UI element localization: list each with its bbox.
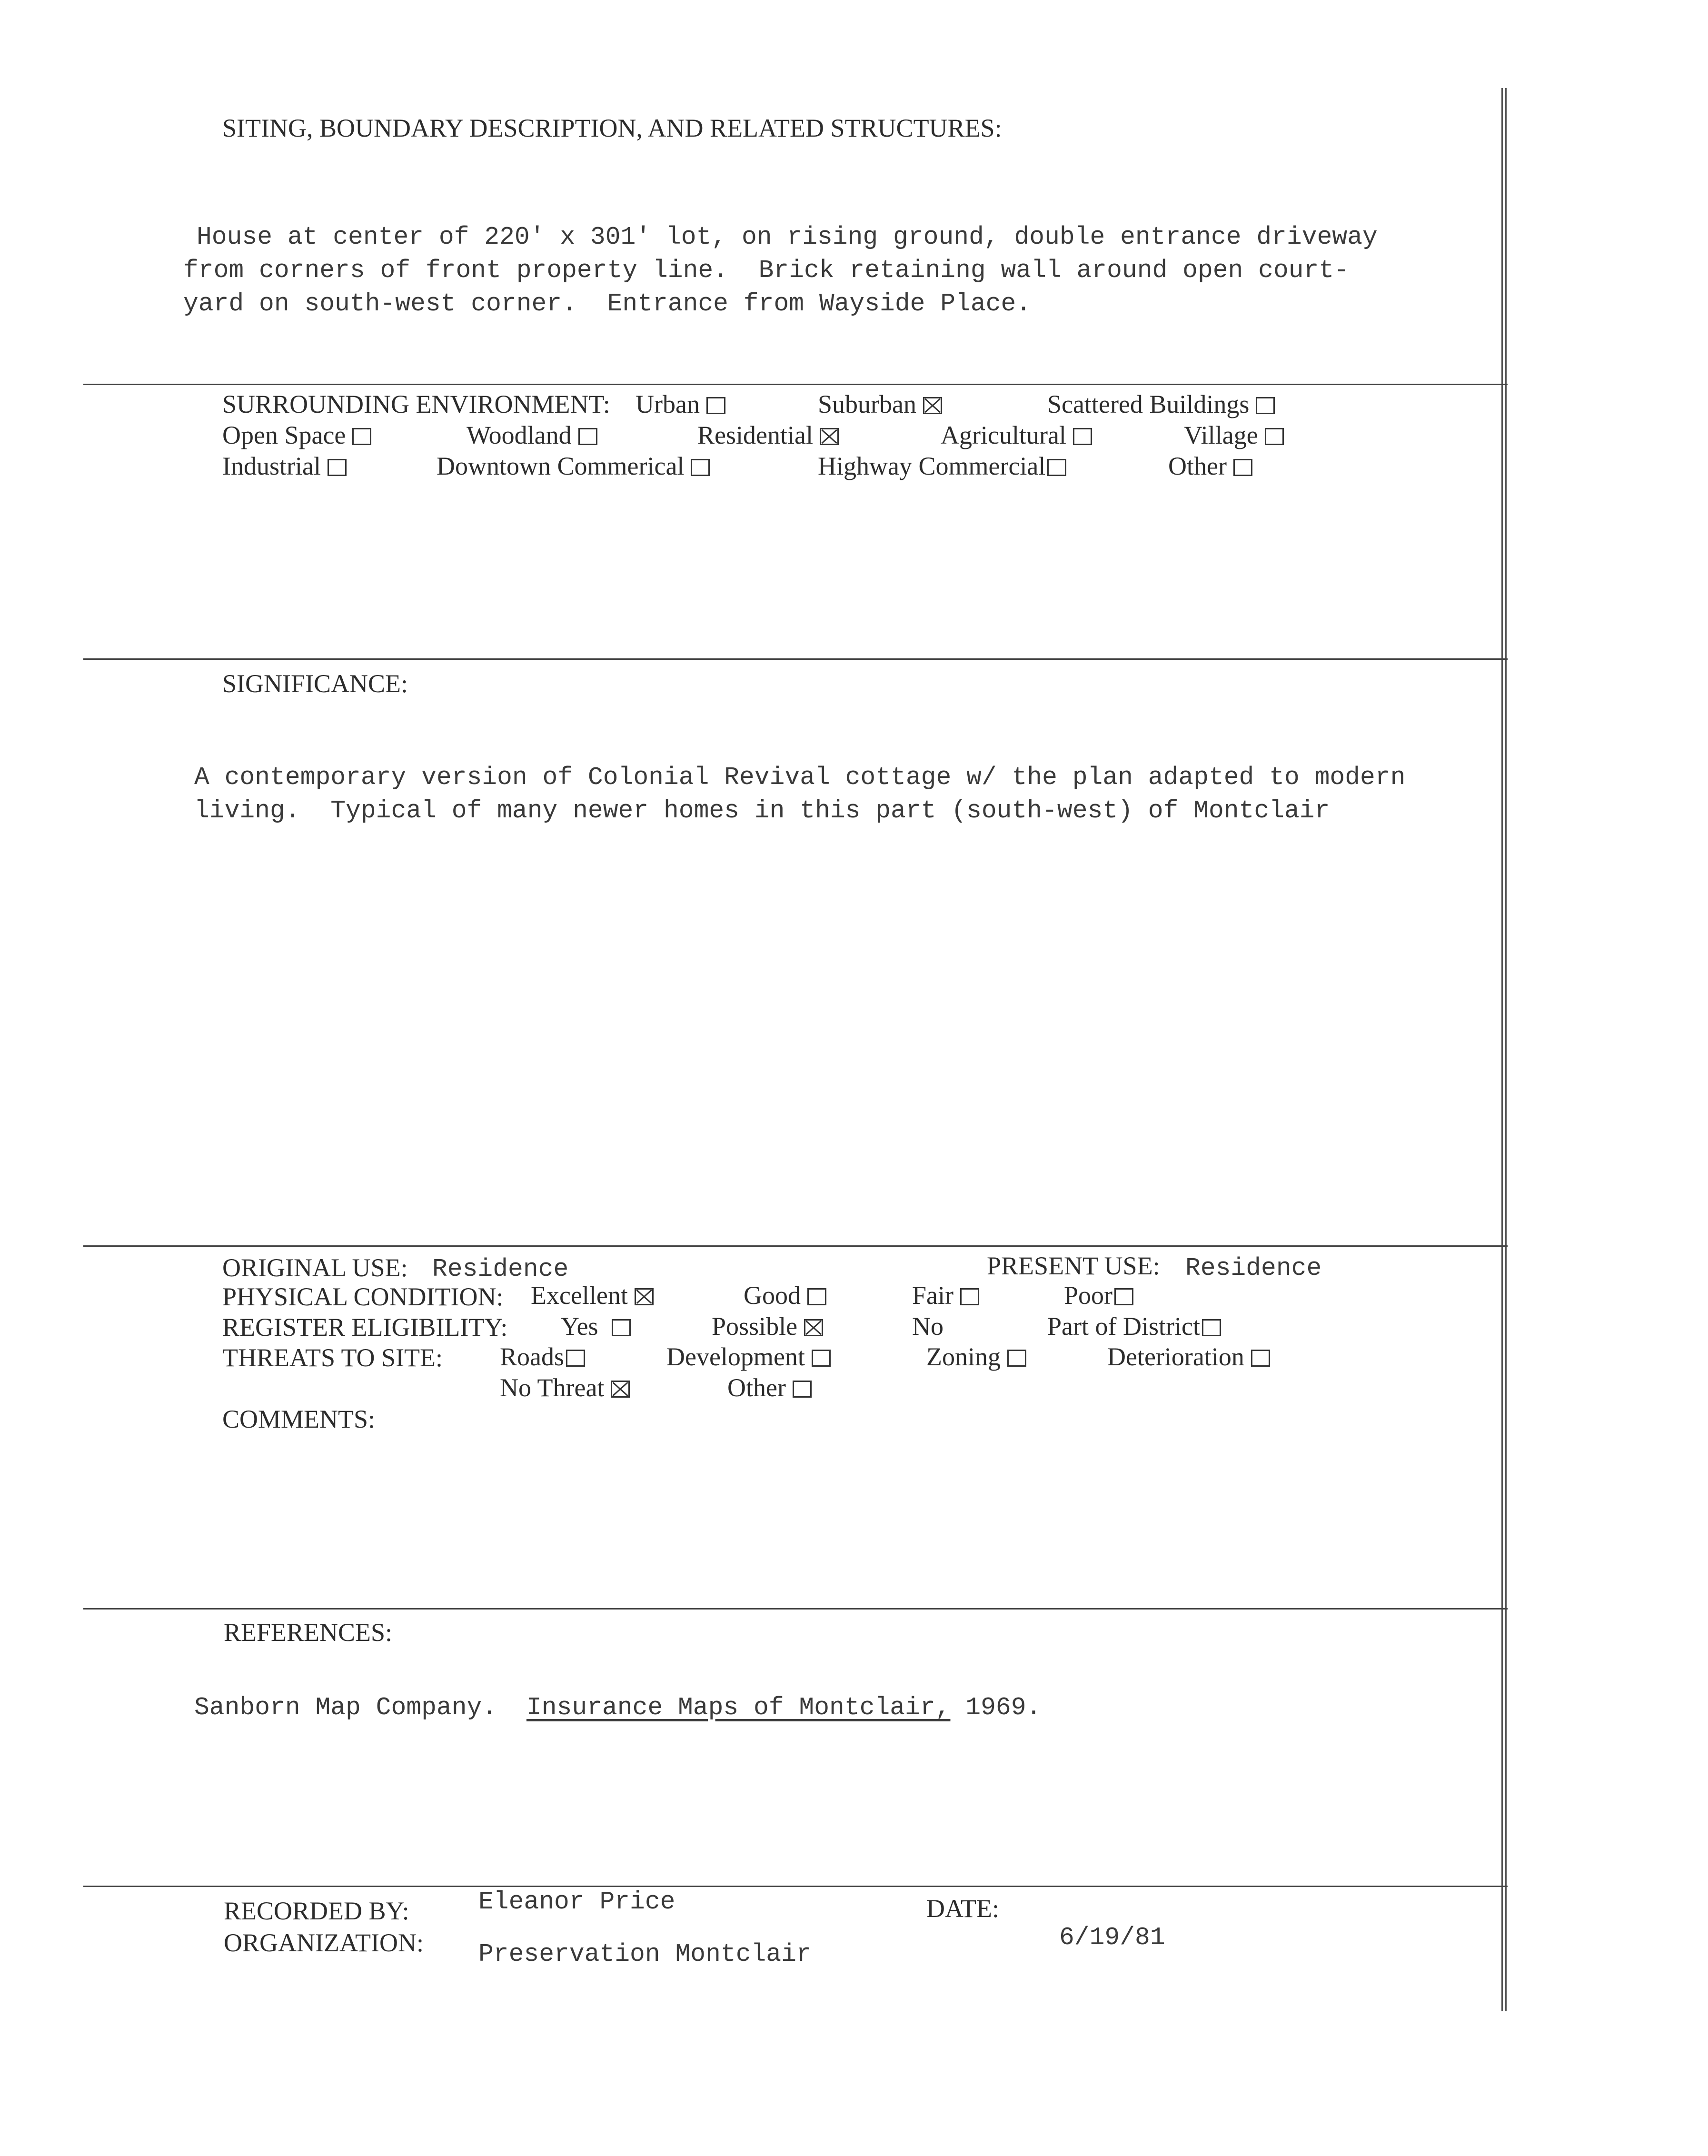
threat-deterioration-label: Deterioration <box>1107 1342 1244 1371</box>
checkbox[interactable] <box>706 397 725 414</box>
siting-line: from corners of front property line. Brick retaining wall around open court- <box>183 256 1349 285</box>
checkbox-checked[interactable] <box>611 1381 630 1398</box>
section-divider <box>83 1245 1508 1247</box>
condition-good[interactable] <box>744 1281 826 1310</box>
references-heading: REFERENCES: <box>224 1618 393 1647</box>
checkbox[interactable] <box>1256 397 1275 414</box>
env-village[interactable] <box>1184 420 1284 450</box>
env-woodland-label: Woodland <box>467 421 572 449</box>
present-use-label: PRESENT USE: <box>987 1252 1160 1280</box>
env-scattered[interactable] <box>1047 389 1275 419</box>
recorded-by-value: Eleanor Price <box>478 1888 675 1916</box>
checkbox[interactable] <box>1114 1288 1133 1305</box>
threat-other[interactable] <box>727 1373 812 1402</box>
checkbox[interactable] <box>1251 1350 1270 1367</box>
env-highway-label: Highway Commercial <box>818 452 1046 480</box>
siting-line: House at center of 220' x 301' lot, on rising ground, double entrance driveway <box>197 223 1378 251</box>
checkbox[interactable] <box>1202 1319 1221 1336</box>
threat-zoning[interactable] <box>926 1342 1026 1371</box>
siting-text <box>183 187 1378 354</box>
checkbox-checked[interactable] <box>804 1319 823 1336</box>
checkbox[interactable] <box>807 1288 826 1305</box>
threat-other-label: Other <box>727 1373 786 1402</box>
checkbox-checked[interactable] <box>635 1288 654 1305</box>
date-value: 6/19/81 <box>1059 1923 1165 1952</box>
threat-no-threat[interactable] <box>500 1373 630 1402</box>
significance-line: A contemporary version of Colonial Revival cottage w/ the plan adapted to modern <box>194 763 1406 792</box>
env-agricultural[interactable] <box>941 420 1092 450</box>
section-divider <box>83 1886 1508 1887</box>
section-divider <box>83 658 1508 660</box>
env-urban[interactable] <box>636 389 725 419</box>
env-other-label: Other <box>1168 452 1227 480</box>
threat-development[interactable] <box>666 1342 831 1371</box>
condition-fair[interactable] <box>912 1281 979 1310</box>
right-border-line <box>1501 88 1503 2011</box>
threat-roads[interactable] <box>500 1342 585 1371</box>
env-highway[interactable] <box>818 451 1066 481</box>
condition-excellent[interactable] <box>531 1281 654 1310</box>
env-village-label: Village <box>1184 421 1258 449</box>
env-scattered-label: Scattered Buildings <box>1047 390 1250 418</box>
threat-development-label: Development <box>666 1342 805 1371</box>
condition-excellent-label: Excellent <box>531 1281 628 1310</box>
siting-heading: SITING, BOUNDARY DESCRIPTION, AND RELATED STRUCTURES: <box>222 114 1002 142</box>
significance-heading: SIGNIFICANCE: <box>222 669 408 698</box>
checkbox[interactable] <box>1047 459 1066 476</box>
present-use-value: Residence <box>1185 1254 1322 1282</box>
checkbox[interactable] <box>352 428 371 445</box>
comments-label: COMMENTS: <box>222 1405 376 1433</box>
env-residential-label: Residential <box>697 421 813 449</box>
date-label: DATE: <box>926 1894 999 1923</box>
siting-line: yard on south-west corner. Entrance from Wayside Place. <box>183 289 1032 318</box>
checkbox[interactable] <box>1073 428 1092 445</box>
recorded-by-label: RECORDED BY: <box>224 1897 409 1925</box>
env-downtown[interactable] <box>437 451 710 481</box>
checkbox[interactable] <box>612 1319 631 1336</box>
eligibility-district[interactable] <box>1047 1311 1221 1341</box>
threat-zoning-label: Zoning <box>926 1342 1001 1371</box>
original-use-label: ORIGINAL USE: <box>222 1253 408 1282</box>
env-urban-label: Urban <box>636 390 700 418</box>
condition-fair-label: Fair <box>912 1281 953 1310</box>
checkbox[interactable] <box>691 459 710 476</box>
reference-source: Sanborn Map Company. <box>194 1693 497 1722</box>
checkbox-checked[interactable] <box>923 397 942 414</box>
env-residential[interactable] <box>697 420 839 450</box>
reference-title: Insurance Maps of Montclair, <box>526 1693 951 1722</box>
env-downtown-label: Downtown Commerical <box>437 452 685 480</box>
env-industrial[interactable] <box>222 451 347 481</box>
env-woodland[interactable] <box>467 420 597 450</box>
condition-good-label: Good <box>744 1281 801 1310</box>
env-open-space-label: Open Space <box>222 421 346 449</box>
eligibility-no: No <box>912 1312 943 1341</box>
significance-text <box>194 727 1405 861</box>
section-divider <box>83 1608 1508 1610</box>
organization-value: Preservation Montclair <box>478 1940 812 1968</box>
condition-label: PHYSICAL CONDITION: <box>222 1282 504 1311</box>
checkbox-checked[interactable] <box>820 428 839 445</box>
threat-roads-label: Roads <box>500 1342 564 1371</box>
checkbox[interactable] <box>1007 1350 1026 1367</box>
env-suburban-label: Suburban <box>818 390 916 418</box>
env-agricultural-label: Agricultural <box>941 421 1066 449</box>
section-divider <box>83 384 1508 385</box>
eligibility-label: REGISTER ELIGIBILITY: <box>222 1313 508 1341</box>
checkbox[interactable] <box>566 1350 585 1367</box>
eligibility-possible-label: Possible <box>712 1312 798 1341</box>
threat-deterioration[interactable] <box>1107 1342 1270 1371</box>
condition-poor[interactable] <box>1064 1281 1133 1310</box>
right-border-line-outer <box>1505 88 1507 2011</box>
threats-label: THREATS TO SITE: <box>222 1343 443 1372</box>
eligibility-yes-label: Yes <box>561 1312 598 1341</box>
organization-label: ORGANIZATION: <box>224 1928 424 1957</box>
checkbox[interactable] <box>1265 428 1284 445</box>
checkbox[interactable] <box>812 1350 831 1367</box>
condition-poor-label: Poor <box>1064 1281 1113 1310</box>
checkbox[interactable] <box>328 459 347 476</box>
env-other[interactable] <box>1168 451 1252 481</box>
threat-no-threat-label: No Threat <box>500 1373 605 1402</box>
original-use-value: Residence <box>432 1255 569 1283</box>
environment-heading: SURROUNDING ENVIRONMENT: <box>222 390 610 418</box>
checkbox[interactable] <box>960 1288 979 1305</box>
env-industrial-label: Industrial <box>222 452 321 480</box>
eligibility-possible[interactable] <box>712 1311 823 1341</box>
checkbox[interactable] <box>1233 459 1252 476</box>
checkbox[interactable] <box>793 1381 812 1398</box>
reference-year: 1969. <box>965 1693 1042 1722</box>
env-suburban[interactable] <box>818 389 942 419</box>
env-open-space[interactable] <box>222 420 371 450</box>
reference-entry <box>194 1693 1041 1722</box>
eligibility-district-label: Part of District <box>1047 1312 1200 1341</box>
checkbox[interactable] <box>578 428 597 445</box>
eligibility-yes[interactable] <box>561 1311 631 1341</box>
significance-line: living. Typical of many newer homes in this part (south-west) of Montclair <box>194 796 1330 825</box>
